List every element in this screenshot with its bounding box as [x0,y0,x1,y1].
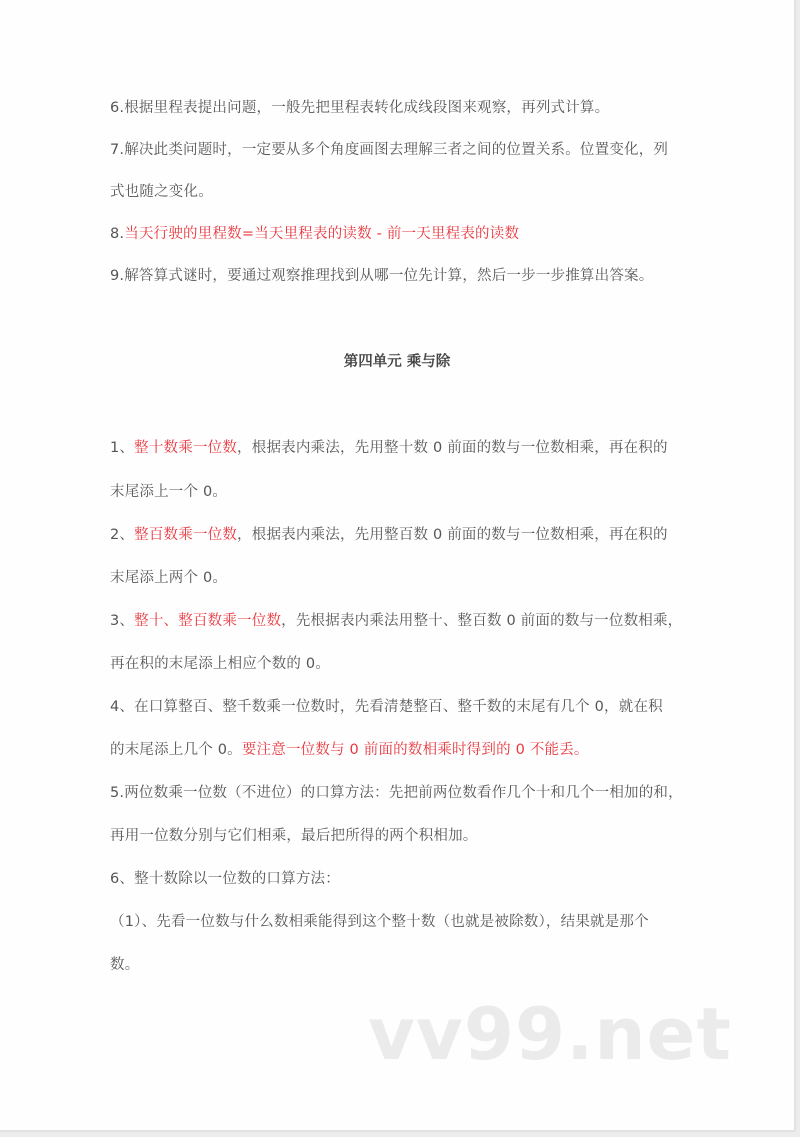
highlight-text: 整百数乘一位数 [134,527,238,543]
text-segment: 6、整十数除以一位数的口算方法： [110,871,340,887]
highlight-text: 当天行驶的里程数=当天里程表的读数 - 前一天里程表的读数 [124,226,520,242]
list-item-9-line-1 [110,264,653,285]
list-item-2-line-1 [110,523,668,544]
text-segment: 5.两位数乘一位数（不进位）的口算方法：先把前两位数看作几个十和几个一相加的和， [110,785,683,801]
text-segment: 9.解答算式谜时，要通过观察推理找到从哪一位先计算，然后一步一步推算出答案。 [110,268,654,284]
list-item-6-sub-1-line-2 [110,953,139,974]
text-segment: 3、 [110,613,135,629]
text-segment: 7.解决此类问题时，一定要从多个角度画图去理解三者之间的位置关系。位置变化，列 [110,142,669,158]
list-item-3-line-2 [110,652,330,673]
text-segment: 再在积的末尾添上相应个数的 0。 [110,656,331,672]
text-segment: 4、在口算整百、整千数乘一位数时，先看清楚整百、整千数的末尾有几个 0，就在积 [110,699,663,715]
text-segment: 1、 [110,440,135,456]
text-segment: 2、 [110,527,135,543]
list-item-5-line-2 [110,824,478,845]
text-segment: （1）、先看一位数与什么数相乘能得到这个整十数（也就是被除数），结果就是那个 [110,914,649,930]
highlight-text: 整十、整百数乘一位数 [134,613,282,629]
text-segment: 末尾添上一个 0。 [110,484,228,500]
list-item-4-line-2 [110,738,589,759]
text-segment: ，根据表内乘法，先用整十数 0 前面的数与一位数相乘，再在积的 [237,440,668,456]
text-segment: 的末尾添上几个 0。 [110,742,242,758]
section-title: 第四单元 乘与除 [343,354,451,370]
text-segment: ，先根据表内乘法用整十、整百数 0 前面的数与一位数相乘， [281,613,683,629]
list-item-2-line-2 [110,566,227,587]
watermark: vv99.net [368,992,732,1076]
highlight-text: 整十数乘一位数 [134,440,238,456]
text-segment: 末尾添上两个 0。 [110,570,228,586]
text-segment: 6.根据里程表提出问题，一般先把里程表转化成线段图来观察，再列式计算。 [110,100,610,116]
list-item-3-line-1 [110,609,682,630]
list-item-1-line-2 [110,480,227,501]
list-item-6-line-1-division [110,867,340,888]
list-item-6-sub-1-line-1 [110,910,649,931]
text-segment: 式也随之变化。 [110,184,213,200]
text-segment: 8. [110,226,125,242]
list-item-6-line-1 [110,96,609,117]
list-item-5-line-1 [110,781,683,802]
text-segment: 再用一位数分别与它们相乘，最后把所得的两个积相加。 [110,828,478,844]
highlight-text: 要注意一位数与 0 前面的数相乘时得到的 0 不能丢。 [241,742,589,758]
text-segment: ，根据表内乘法，先用整百数 0 前面的数与一位数相乘，再在积的 [237,527,668,543]
list-item-1-line-1 [110,436,668,457]
text-segment: 数。 [110,957,140,973]
list-item-7-line-2 [110,180,213,201]
list-item-8-line-1 [110,222,519,243]
list-item-7-line-1 [110,138,668,159]
list-item-4-line-1 [110,695,663,716]
